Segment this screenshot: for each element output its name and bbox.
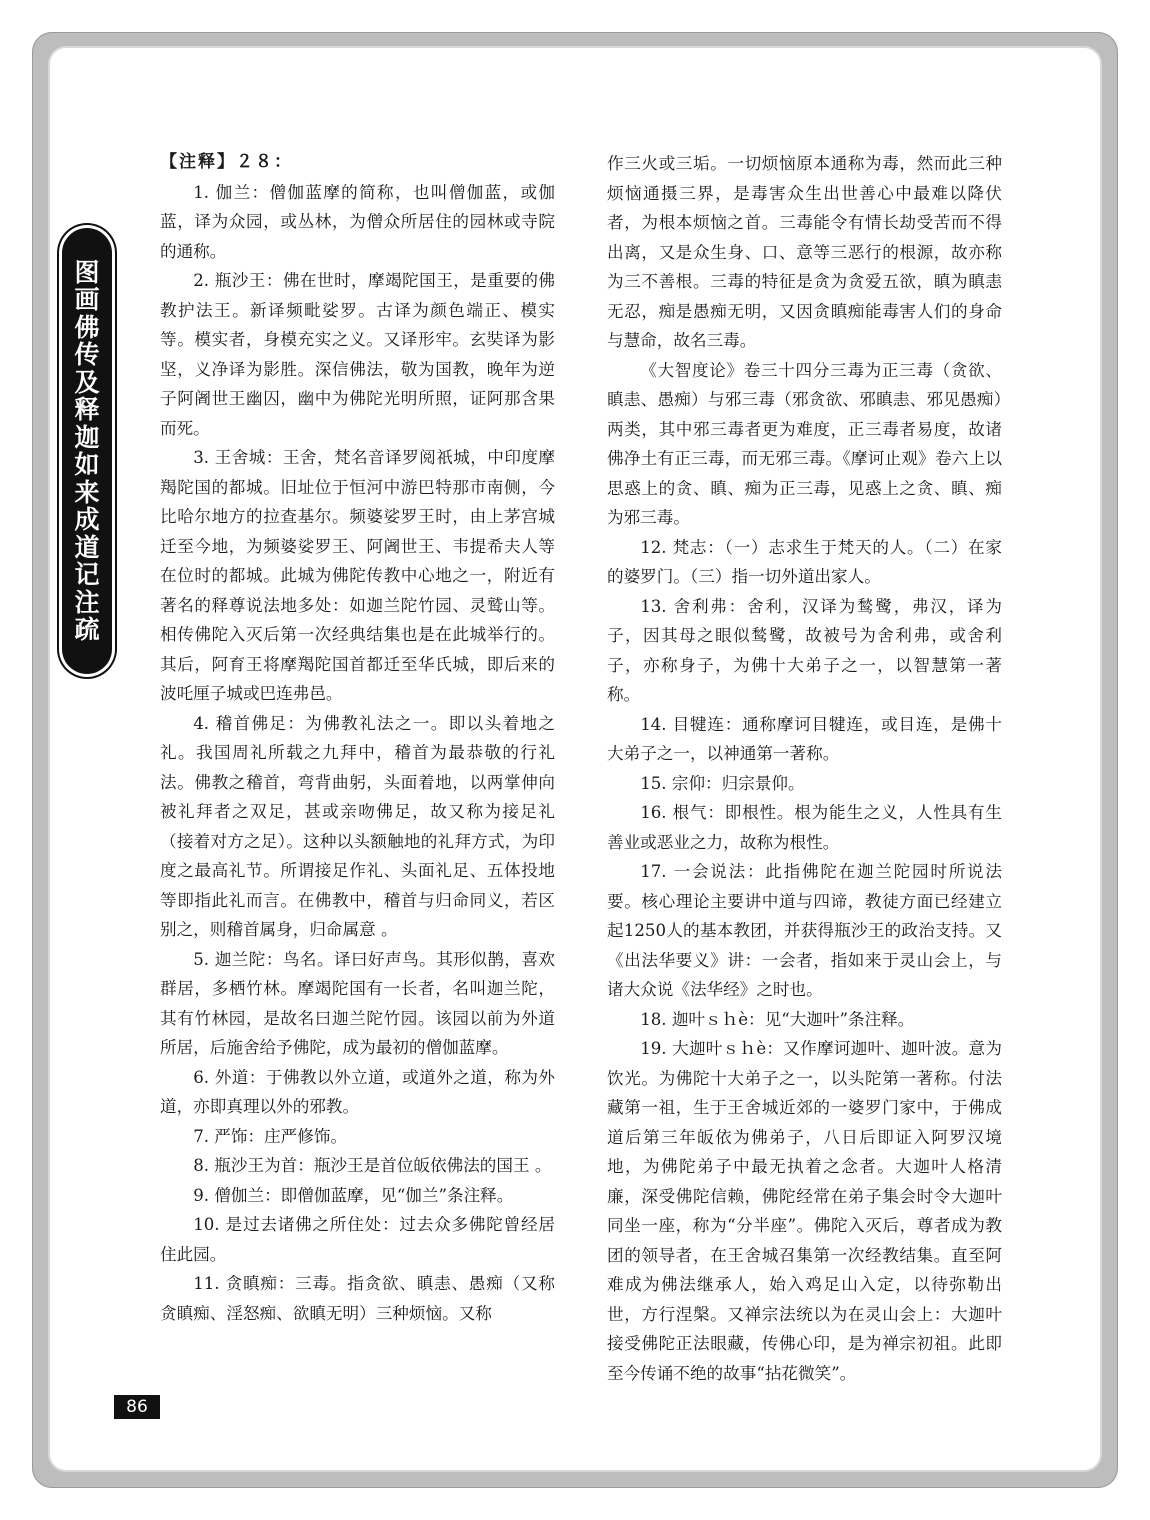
side-title-char: 传	[74, 340, 100, 369]
annotation-paragraph: 16. 根气：即根性。根为能生之义，人性具有生善业或恶业之力，故称为根性。	[607, 803, 1002, 852]
annotation-paragraph: 4. 稽首佛足：为佛教礼法之一。即以头着地之礼。我国周礼所载之九拜中，稽首为最恭敬的行礼法。佛教之稽首，弯背曲躬，头面着地，以两掌伸向被礼拜者之双足，甚或亲吻佛足，故又称为接足礼（接着对方之足）。这种以头额触地的礼拜方式，为印度之最高礼节。所谓接足作礼、头面礼足、五体投地等即指此礼而言。在佛教中，稽首与归命同义，若区别之，则稽首属身，归命属意 。	[160, 713, 555, 939]
side-title-char: 记	[74, 560, 100, 589]
annotation-heading: 【注释】２８：	[160, 152, 293, 172]
side-title-char: 及	[74, 367, 100, 397]
side-title-char: 图	[74, 257, 100, 287]
side-title-char: 注	[74, 587, 100, 617]
left-paragraph-list	[160, 178, 555, 1329]
annotation-paragraph: 17. 一会说法：此指佛陀在迦兰陀园时所说法要。核心理论主要讲中道与四谛，教徒方面已经建立起1250人的基本教团，并获得瓶沙王的政治支持。又《出法华要义》讲：一会者，指如来于灵山会上，与诸大众说《法华经》之时也。	[607, 862, 1002, 999]
annotation-paragraph: 11. 贪瞋痴：三毒。指贪欲、瞋恚、愚痴（又称贪瞋痴、淫怒痴、欲瞋无明）三种烦恼。又称	[160, 1274, 555, 1323]
annotation-paragraph: 12. 梵志：（一）志求生于梵天的人。（二）在家的婆罗门。（三）指一切外道出家人。	[607, 537, 1002, 586]
annotation-paragraph: 6. 外道：于佛教以外立道，或道外之道，称为外道，亦即真理以外的邪教。	[160, 1067, 555, 1116]
annotation-paragraph: 作三火或三垢。一切烦恼原本通称为毒，然而此三种烦恼通摄三界，是毒害众生出世善心中最难以降伏者，为根本烦恼之首。三毒能令有情长劫受苦而不得出离，又是众生身、口、意等三恶行的根源，故亦称为三不善根。三毒的特征是贪为贪爱五欲，瞋为瞋恚无忍，痴是愚痴无明，又因贪瞋痴能毒害人们的身命与慧命，故名三毒。	[607, 154, 1002, 350]
annotation-paragraph: 19. 大迦叶ｓｈè：又作摩诃迦叶、迦叶波。意为饮光。为佛陀十大弟子之一，以头陀第一著称。付法藏第一祖，生于王舍城近郊的一婆罗门家中，于佛成道后第三年皈依为佛弟子，八日后即证入阿罗汉境地，为佛陀弟子中最无执着之念者。大迦叶人格清廉，深受佛陀信赖，佛陀经常在弟子集会时令大迦叶同坐一座，称为“分半座”。佛陀入灭后，尊者成为教团的领导者，在王舍城召集第一次经教结集。直至阿难成为佛法继承人，始入鸡足山入定，以待弥勒出世，方行涅槃。又禅宗法统以为在灵山会上：大迦叶接受佛陀正法眼藏，传佛心印，是为禅宗初祖。此即至今传诵不绝的故事“拈花微笑”。	[607, 1039, 1002, 1383]
right-paragraph-list	[607, 149, 1002, 1388]
left-column	[160, 148, 555, 1328]
side-title-char: 成	[74, 505, 100, 534]
annotation-paragraph: 8. 瓶沙王为首：瓶沙王是首位皈依佛法的国王 。	[193, 1156, 552, 1175]
annotation-paragraph: 《大智度论》卷三十四分三毒为正三毒（贪欲、瞋恚、愚痴）与邪三毒（邪贪欲、邪瞋恚、邪见愚痴）两类，其中邪三毒者更为难度，正三毒者易度，故诸佛净土有正三毒，而无邪三毒。《摩诃止观》卷六上以思惑上的贪、瞋、痴为正三毒，见惑上之贪、瞋、痴为邪三毒。	[607, 360, 1002, 527]
side-title-char: 疏	[74, 615, 100, 644]
side-title-char: 道	[74, 532, 100, 562]
annotation-paragraph: 10. 是过去诸佛之所住处：过去众多佛陀曾经居住此园。	[160, 1215, 555, 1264]
side-title-char: 来	[74, 477, 100, 507]
right-column	[607, 149, 1002, 1388]
annotation-paragraph: 5. 迦兰陀：鸟名。译曰好声鸟。其形似鹊，喜欢群居，多栖竹林。摩竭陀国有一长者，名叫迦兰陀，其有竹林园，是故名曰迦兰陀竹园。该园以前为外道所居，后施舍给予佛陀，成为最初的僧伽蓝摩。	[160, 949, 555, 1057]
annotation-paragraph: 14. 目犍连：通称摩诃目犍连，或目连，是佛十大弟子之一，以神通第一著称。	[607, 714, 1002, 763]
annotation-paragraph: 3. 王舍城：王舍，梵名音译罗阅祇城，中印度摩羯陀国的都城。旧址位于恒河中游巴特那市南侧，今比哈尔地方的拉查基尔。频婆娑罗王时，由上茅宫城迁至今地，为频婆娑罗王、阿阇世王、韦提希夫人等在位时的都城。此城为佛陀传教中心地之一，附近有著名的释尊说法地多处：如迦兰陀竹园、灵鹫山等。相传佛陀入灭后第一次经典结集也是在此城举行的。其后，阿育王将摩羯陀国首都迁至华氏城，即后来的波吒厘子城或巴连弗邑。	[160, 448, 555, 703]
side-title-char: 释	[74, 395, 100, 424]
annotation-paragraph: 9. 僧伽兰：即僧伽蓝摩，见“伽兰”条注释。	[193, 1185, 514, 1205]
annotation-paragraph: 15. 宗仰：归宗景仰。	[640, 773, 805, 793]
annotation-paragraph: 1. 伽兰：僧伽蓝摩的简称，也叫僧伽蓝，或伽蓝，译为众园，或丛林，为僧众所居住的园林或寺院的通称。	[160, 182, 555, 261]
annotation-paragraph: 7. 严饰：庄严修饰。	[193, 1126, 348, 1146]
side-title-tab	[62, 228, 112, 674]
side-title-char: 迦	[74, 422, 100, 452]
page-number: 86	[114, 1395, 160, 1419]
side-title-char: 佛	[74, 312, 100, 342]
side-title-char: 如	[74, 450, 100, 479]
annotation-paragraph: 18. 迦叶ｓｈè：见“大迦叶”条注释。	[640, 1009, 915, 1029]
annotation-paragraph: 2. 瓶沙王：佛在世时，摩竭陀国王，是重要的佛教护法王。新译频毗娑罗。古译为颜色端正、模实等。模实者，身模充实之义。又译形牢。玄奘译为影坚，义净译为影胜。深信佛法，敬为国教，晚年为逆子阿阇世王幽囚，幽中为佛陀光明所照，证阿那含果而死。	[160, 271, 555, 438]
annotation-paragraph: 13. 舍利弗：舍利，汉译为鹙鹭，弗汉，译为子，因其母之眼似鹙鹭，故被号为舍利弗，或舍利子，亦称身子，为佛十大弟子之一，以智慧第一著称。	[607, 596, 1002, 704]
side-title-char: 画	[74, 285, 100, 314]
